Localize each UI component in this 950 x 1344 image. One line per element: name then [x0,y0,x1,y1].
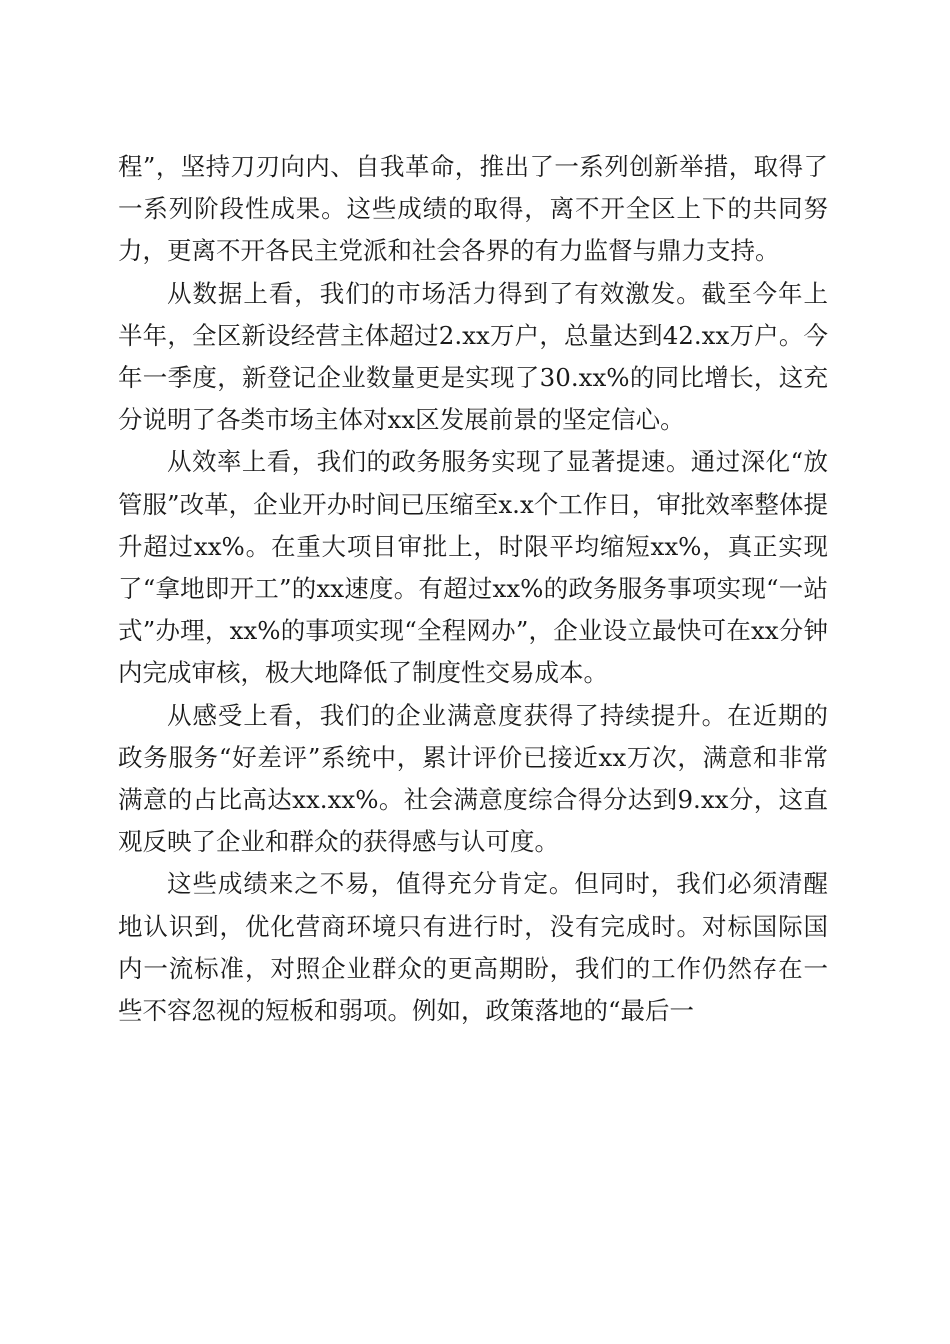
paragraph-market-vitality: 从数据上看，我们的市场活力得到了有效激发。截至今年上半年，全区新设经营主体超过2.xx万户，总量达到42.xx万户。今年一季度，新登记企业数量更是实现了30.xx%的同比增长，这充分说明了各类市场主体对xx区发展前景的坚定信心。 [118,278,828,435]
paragraph-continuation: 程”，坚持刀刃向内、自我革命，推出了一系列创新举措，取得了一系列阶段性成果。这些成绩的取得，离不开全区上下的共同努力，更离不开各民主党派和社会各界的有力监督与鼎力支持。 [118,152,828,266]
paragraph-shortcomings: 这些成绩来之不易，值得充分肯定。但同时，我们必须清醒地认识到，优化营商环境只有进行时，没有完成时。对标国际国内一流标准，对照企业群众的更高期盼，我们的工作仍然存在一些不容忽视的短板和弱项。例如，政策落地的“最后一 [118,869,828,1026]
document-page [118,146,828,1032]
paragraph-satisfaction: 从感受上看，我们的企业满意度获得了持续提升。在近期的政务服务“好差评”系统中，累计评价已接近xx万次，满意和非常满意的占比高达xx.xx%。社会满意度综合得分达到9.xx分，这直观反映了企业和群众的获得感与认可度。 [118,700,828,857]
paragraph-service-efficiency: 从效率上看，我们的政务服务实现了显著提速。通过深化“放管服”改革，企业开办时间已压缩至x.x个工作日，审批效率整体提升超过xx%。在重大项目审批上，时限平均缩短xx%，真正实现了“拿地即开工”的xx速度。有超过xx%的政务服务事项实现“一站式”办理，xx%的事项实现“全程网办”，企业设立最快可在xx分钟内完成审核，极大地降低了制度性交易成本。 [118,447,828,688]
